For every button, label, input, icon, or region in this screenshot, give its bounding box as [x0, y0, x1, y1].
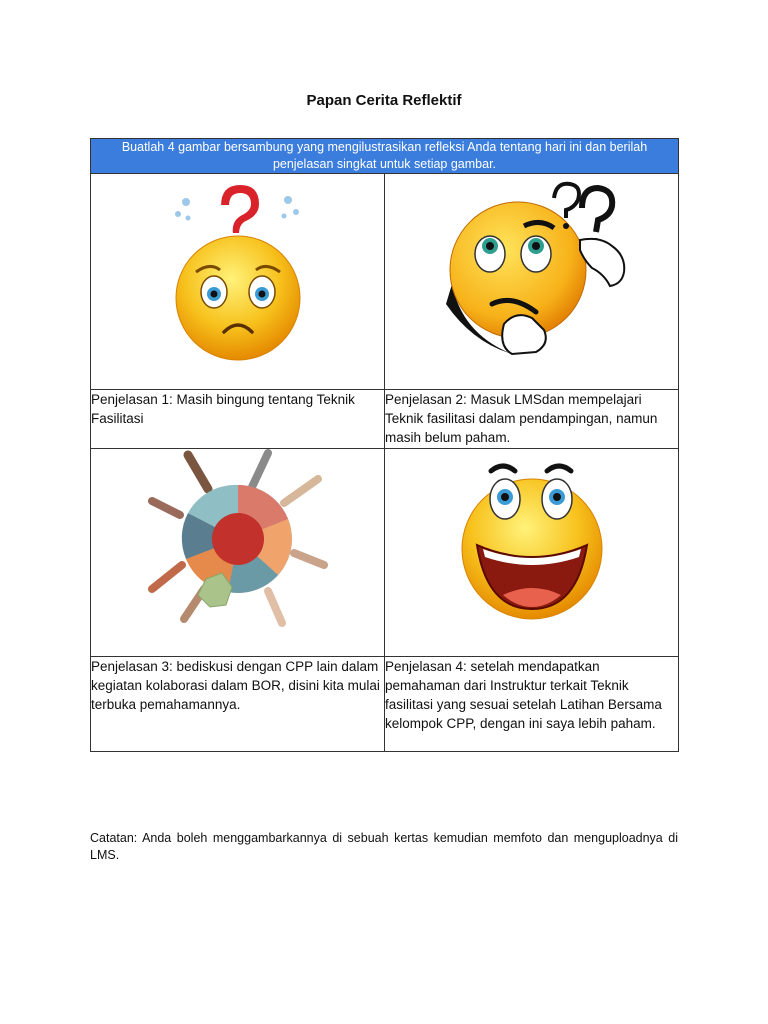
- instruction-header: Buatlah 4 gambar bersambung yang mengilustrasikan refleksi Anda tentang hari ini dan berilah penjelasan singkat untuk setiap gambar.: [91, 139, 679, 174]
- panel-3-image-cell: [91, 449, 385, 657]
- storyboard-table: [90, 138, 679, 752]
- puzzle-hands-icon: [148, 449, 328, 629]
- panel-2-image-cell: [385, 174, 679, 390]
- thinking-emoji-icon: [432, 174, 632, 364]
- laughing-emoji-icon: [447, 449, 617, 629]
- panel-3-caption: Penjelasan 3: bediskusi dengan CPP lain dalam kegiatan kolaborasi dalam BOR, disini kita mulai terbuka pemahamannya.: [91, 657, 385, 752]
- page-title: Papan Cerita Reflektif: [306, 92, 462, 109]
- panel-4-caption: Penjelasan 4: setelah mendapatkan pemahaman dari Instruktur terkait Teknik fasilitasi yang sesuai setelah Latihan Bersama kelompok CPP, dengan ini saya lebih paham.: [385, 657, 679, 752]
- panel-2-caption: Penjelasan 2: Masuk LMSdan mempelajari Teknik fasilitasi dalam pendampingan, namun masih belum paham.: [385, 390, 679, 449]
- confused-emoji-icon: [158, 174, 318, 364]
- panel-1-image-cell: [91, 174, 385, 390]
- panel-4-image-cell: [385, 449, 679, 657]
- note-text: Catatan: Anda boleh menggambarkannya di sebuah kertas kemudian memfoto dan menguploadnya di LMS.: [90, 831, 678, 862]
- panel-1-caption: Penjelasan 1: Masih bingung tentang Teknik Fasilitasi: [91, 390, 385, 449]
